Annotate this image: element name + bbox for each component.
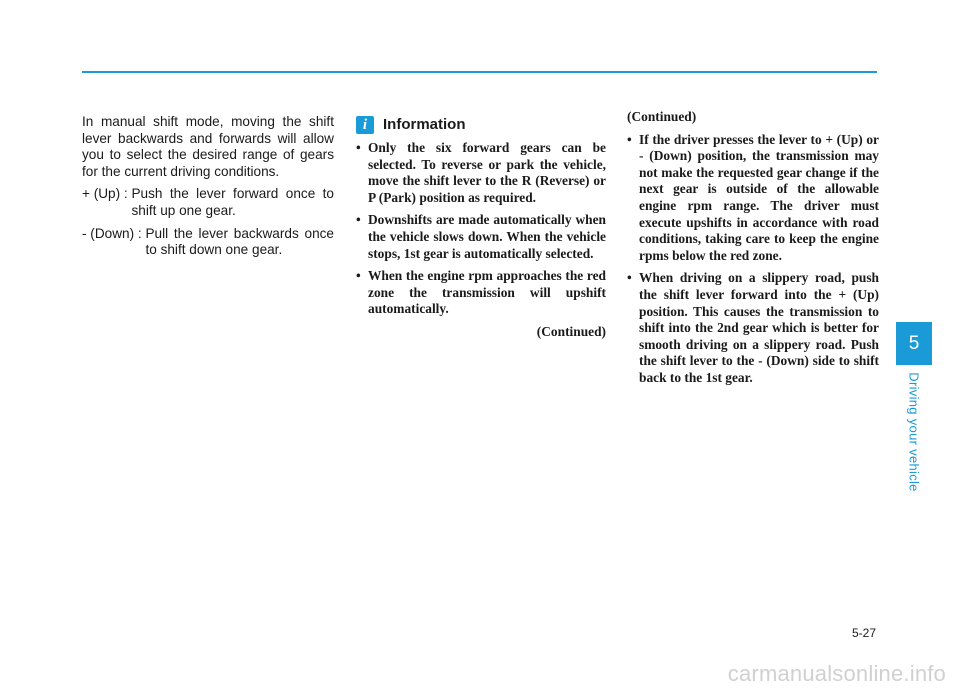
definition-down [82,226,334,259]
definition-desc: Push the lever forward once to shift up one gear. [131,186,334,218]
continued-label: (Continued) [627,109,697,124]
continued-label: (Continued) [536,323,606,339]
definition-term: + (Up) : [82,186,132,202]
definition-term: - (Down) : [82,225,146,241]
list-item: • If the driver presses the lever to + (Up) or - (Down) position, the transmission may not make the requested gear change if the next gear is outside of the allowable engine rpm range. The driver must execute upshifts in accordance with road conditions, taking care to keep the engine rpms below the red zone. [627,132,879,265]
page-number: 5-27 [851,626,876,640]
information-list [356,140,606,318]
list-item: • When driving on a slippery road, push the shift lever forward into the + (Up) position. This causes the transmission to shift into the 2nd gear which is better for smooth driving on a slippery road. Push the shift lever to the - (Down) side to shift back to the 1st gear. [627,270,879,386]
definition-up [82,186,334,219]
information-title: Information [383,115,466,133]
manual-mode-intro: In manual shift mode, moving the shift lever backwards and forwards will allow you to select the desired range of gears for the current driving conditions. [82,114,334,179]
information-header [356,114,606,136]
header-rule [82,71,877,73]
left-column [82,114,334,265]
list-item: • When the engine rpm approaches the red zone the transmission will upshift automatically. [356,268,606,318]
information-box [356,114,606,341]
watermark: carmanualsonline.info [727,661,946,686]
definition-desc: Pull the lever backwards once to shift down one gear. [145,225,334,258]
chapter-tab: 5 [896,322,932,365]
continued-list [627,132,879,387]
info-icon: i [356,116,374,134]
list-item: • Only the six forward gears can be selected. To reverse or park the vehicle, move the shift lever to the R (Reverse) or P (Park) position as required. [356,140,606,206]
right-column [627,109,879,393]
list-item: • Downshifts are made automatically when the vehicle slows down. When the vehicle stops, 1st gear is automatically selected. [356,212,606,262]
chapter-title: Driving your vehicle [906,372,922,492]
